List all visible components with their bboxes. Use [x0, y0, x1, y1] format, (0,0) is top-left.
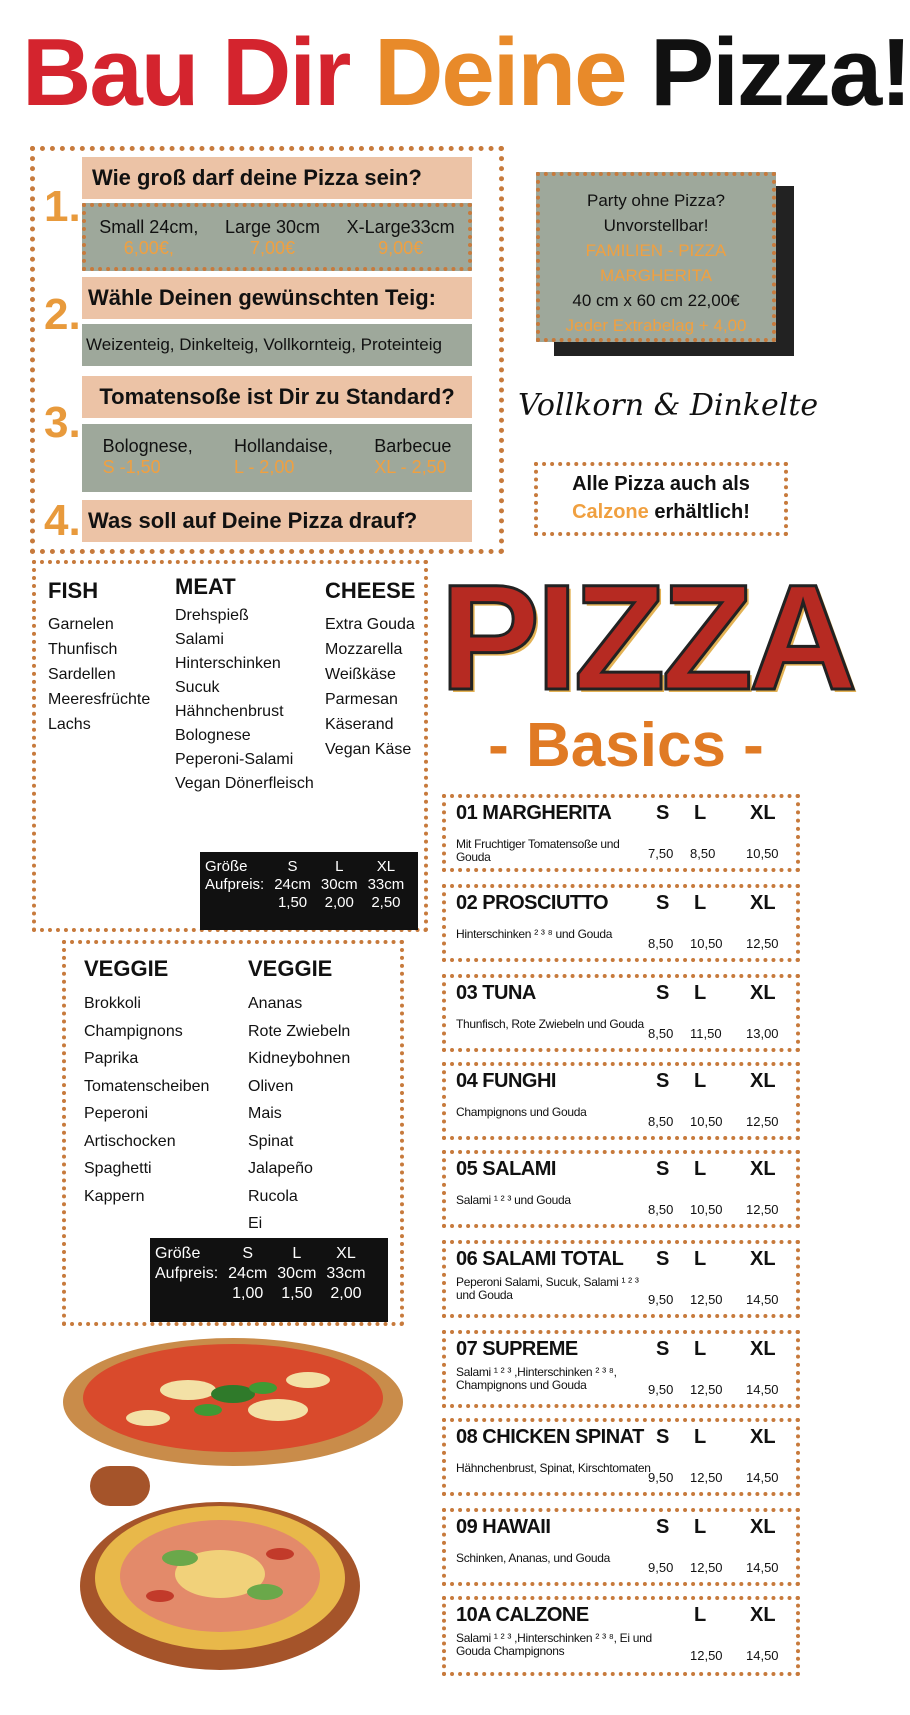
menu-item-name: 09 HAWAII	[456, 1516, 551, 1538]
menu-price-xl: 12,50	[746, 1114, 779, 1129]
menu-size-label-l: L	[694, 1070, 707, 1092]
menu-size-label-xl: XL	[750, 982, 776, 1004]
calzone-rest: erhältlich!	[648, 501, 750, 523]
menu-item-name: 04 FUNGHI	[456, 1070, 556, 1092]
menu-price-xl: 12,50	[746, 936, 779, 951]
menu-item[interactable]	[442, 1240, 800, 1318]
menu-price-l: 12,50	[690, 1292, 723, 1307]
menu-price-s: 9,50	[648, 1382, 674, 1397]
pizza-crust-image	[70, 1466, 370, 1676]
meat-list: Drehspieß Salami Hinterschinken Sucuk Hähnchenbrust Bolognese Peperoni-Salami Vegan Dönerfleisch	[175, 607, 314, 792]
menu-item-name: 02 PROSCIUTTO	[456, 892, 609, 914]
menu-size-label-l: L	[694, 1604, 707, 1626]
size-option[interactable]: Large 30cm 7,00€	[224, 217, 320, 258]
menu-size-label-s: S	[656, 1338, 670, 1360]
menu-item-description: Peperoni Salami, Sucuk, Salami ¹ ² ³ und Gouda	[456, 1275, 639, 1302]
menu-item[interactable]	[442, 884, 800, 962]
menu-price-l: 8,50	[690, 846, 716, 861]
menu-price-l: 12,50	[690, 1382, 723, 1397]
step-3-question: Tomatensoße ist Dir zu Standard?	[82, 376, 472, 418]
topping-price-table-2: Größe S L XL Aufpreis: 24cm 30cm 33cm 1,00 1,50 2,00	[150, 1238, 388, 1322]
pizza-word-graphic: PIZZA	[440, 553, 854, 721]
menu-item-name: 01 MARGHERITA	[456, 802, 612, 824]
menu-item-name: 05 SALAMI	[456, 1158, 556, 1180]
party-line-6: Jeder Extrabelag + 4,00	[565, 316, 747, 335]
menu-price-s: 8,50	[648, 1114, 674, 1129]
menu-item-description: Salami ¹ ² ³ ,Hinterschinken ² ³ ⁸, Champignons und Gouda	[456, 1365, 617, 1392]
menu-size-label-xl: XL	[750, 892, 776, 914]
fish-heading: FISH	[48, 578, 99, 603]
party-line-5: 40 cm x 60 cm 22,00€	[572, 291, 740, 310]
calzone-line-1: Alle Pizza auch als	[572, 473, 750, 495]
menu-item-description: Salami ¹ ² ³ und Gouda	[456, 1193, 571, 1207]
size-option[interactable]: Small 24cm, 6,00€,	[99, 217, 199, 258]
menu-price-s: 9,50	[648, 1470, 674, 1485]
menu-size-label-l: L	[694, 1158, 707, 1180]
menu-item[interactable]	[442, 1062, 800, 1140]
menu-price-s: 9,50	[648, 1560, 674, 1575]
menu-size-label-s: S	[656, 1158, 670, 1180]
menu-item-description: Hähnchenbrust, Spinat, Kirschtomaten	[456, 1461, 651, 1475]
menu-item[interactable]	[442, 974, 800, 1052]
menu-item[interactable]	[442, 1596, 800, 1676]
veggie-column-2	[248, 956, 350, 1238]
menu-price-s: 8,50	[648, 1026, 674, 1041]
party-box	[536, 172, 776, 342]
meat-column	[175, 574, 314, 796]
menu-size-label-l: L	[694, 1248, 707, 1270]
menu-price-l: 10,50	[690, 936, 723, 951]
sauce-option[interactable]: Hollandaise, L - 2,00	[233, 436, 334, 477]
step-1-question: Wie groß darf deine Pizza sein?	[82, 157, 472, 199]
menu-size-label-s: S	[656, 1516, 670, 1538]
menu-item-description: Salami ¹ ² ³ ,Hinterschinken ² ³ ⁸, Ei und Gouda Champignons	[456, 1631, 652, 1658]
menu-size-label-l: L	[694, 1426, 707, 1448]
menu-item[interactable]	[442, 794, 800, 872]
fish-list: Garnelen Thunfisch Sardellen Meeresfrüchte Lachs	[48, 616, 151, 733]
party-line-2: Unvorstellbar!	[603, 216, 709, 235]
menu-size-label-l: L	[694, 892, 707, 914]
size-option[interactable]: X-Large33cm 9,00€	[346, 217, 455, 258]
party-line-4: MARGHERITA	[599, 266, 713, 285]
cheese-column	[325, 578, 415, 762]
menu-size-label-l: L	[694, 1338, 707, 1360]
menu-size-label-s: S	[656, 892, 670, 914]
step-4-number: 4.	[44, 496, 81, 545]
sauce-option[interactable]: Barbecue XL - 2,50	[374, 436, 452, 477]
topping-price-table-1: Größe S L XL Aufpreis: 24cm 30cm 33cm 1,50 2,00 2,50	[200, 852, 418, 930]
menu-price-xl: 12,50	[746, 1202, 779, 1217]
veggie-heading-2: VEGGIE	[248, 956, 333, 981]
menu-size-label-s: S	[656, 802, 670, 824]
menu-item[interactable]	[442, 1508, 800, 1586]
menu-item-description: Champignons und Gouda	[456, 1105, 587, 1119]
calzone-word: Calzone	[572, 501, 649, 523]
menu-price-s: 8,50	[648, 936, 674, 951]
menu-item[interactable]	[442, 1418, 800, 1496]
menu-item[interactable]	[442, 1330, 800, 1408]
menu-price-xl: 14,50	[746, 1470, 779, 1485]
menu-size-label-l: L	[694, 802, 707, 824]
menu-item-name: 10A CALZONE	[456, 1604, 589, 1626]
menu-price-s: 8,50	[648, 1202, 674, 1217]
title-part-1: Bau Dir	[22, 19, 350, 126]
page-title	[22, 18, 910, 128]
step-2-number: 2.	[44, 290, 81, 339]
step-4-question: Was soll auf Deine Pizza drauf?	[82, 500, 472, 542]
menu-price-l: 11,50	[690, 1026, 722, 1041]
menu-size-label-s: S	[656, 1070, 670, 1092]
menu-price-l: 10,50	[690, 1202, 723, 1217]
menu-price-s: 7,50	[648, 846, 674, 861]
fish-column	[48, 578, 150, 737]
menu-item-description: Mit Fruchtiger Tomatensoße und Gouda	[456, 837, 620, 864]
dough-options: Weizenteig, Dinkelteig, Vollkornteig, Proteinteig	[82, 324, 472, 366]
menu-price-xl: 14,50	[746, 1648, 779, 1663]
menu-price-l: 12,50	[690, 1560, 723, 1575]
menu-size-label-xl: XL	[750, 1426, 776, 1448]
menu-price-l: 10,50	[690, 1114, 723, 1129]
menu-size-label-xl: XL	[750, 1516, 776, 1538]
menu-size-label-l: L	[694, 982, 707, 1004]
menu-item[interactable]	[442, 1150, 800, 1228]
step-3-number: 3.	[44, 398, 81, 447]
size-options	[82, 203, 472, 271]
menu-item-name: 08 CHICKEN SPINAT	[456, 1426, 644, 1448]
step-1-number: 1.	[44, 182, 81, 231]
menu-price-xl: 10,50	[746, 846, 779, 861]
menu-item-description: Hinterschinken ² ³ ⁸ und Gouda	[456, 927, 613, 941]
veggie-column-1	[84, 956, 209, 1210]
vollkorn-script: Vollkorn & Dinkelte	[518, 388, 819, 423]
menu-price-xl: 14,50	[746, 1560, 779, 1575]
menu-price-xl: 14,50	[746, 1382, 779, 1397]
party-line-3: FAMILIEN - PIZZA	[585, 241, 727, 260]
calzone-box	[534, 462, 788, 536]
menu-item-name: 06 SALAMI TOTAL	[456, 1248, 624, 1270]
menu-item-name: 07 SUPREME	[456, 1338, 578, 1360]
menu-size-label-s: S	[656, 1248, 670, 1270]
menu-size-label-xl: XL	[750, 1604, 776, 1626]
title-part-3: Pizza!	[650, 19, 910, 126]
menu-item-description: Thunfisch, Rote Zwiebeln und Gouda	[456, 1017, 644, 1031]
menu-size-label-xl: XL	[750, 1158, 776, 1180]
veggie-list-1: Brokkoli Champignons Paprika Tomatenscheiben Peperoni Artischocken Spaghetti Kappern	[84, 995, 210, 1205]
cheese-list: Extra Gouda Mozzarella Weißkäse Parmesan Käserand Vegan Käse	[325, 616, 415, 758]
menu-size-label-s: S	[656, 1426, 670, 1448]
menu-item-description: Schinken, Ananas, und Gouda	[456, 1551, 611, 1565]
veggie-list-2: Ananas Rote Zwiebeln Kidneybohnen Oliven Mais Spinat Jalapeño Rucola Ei	[248, 995, 351, 1232]
sauce-option[interactable]: Bolognese, S -1,50	[102, 436, 193, 477]
party-line-1: Party ohne Pizza?	[587, 191, 725, 210]
menu-size-label-l: L	[694, 1516, 707, 1538]
cheese-heading: CHEESE	[325, 578, 416, 603]
title-part-2: Deine	[374, 19, 626, 126]
pizza-margherita-image	[58, 1330, 408, 1470]
menu-price-xl: 13,00	[746, 1026, 779, 1041]
menu-size-label-xl: XL	[750, 1070, 776, 1092]
veggie-heading-1: VEGGIE	[84, 956, 169, 981]
menu-size-label-xl: XL	[750, 802, 776, 824]
menu-price-s: 9,50	[648, 1292, 674, 1307]
basics-heading: - Basics -	[488, 711, 764, 780]
menu-size-label-xl: XL	[750, 1248, 776, 1270]
meat-heading: MEAT	[175, 574, 236, 599]
menu-price-l: 12,50	[690, 1648, 723, 1663]
menu-size-label-xl: XL	[750, 1338, 776, 1360]
menu-size-label-s: S	[656, 982, 670, 1004]
sauce-options	[82, 424, 472, 492]
menu-item-name: 03 TUNA	[456, 982, 536, 1004]
step-2-question: Wähle Deinen gewünschten Teig:	[82, 277, 472, 319]
menu-price-l: 12,50	[690, 1470, 723, 1485]
menu-price-xl: 14,50	[746, 1292, 779, 1307]
